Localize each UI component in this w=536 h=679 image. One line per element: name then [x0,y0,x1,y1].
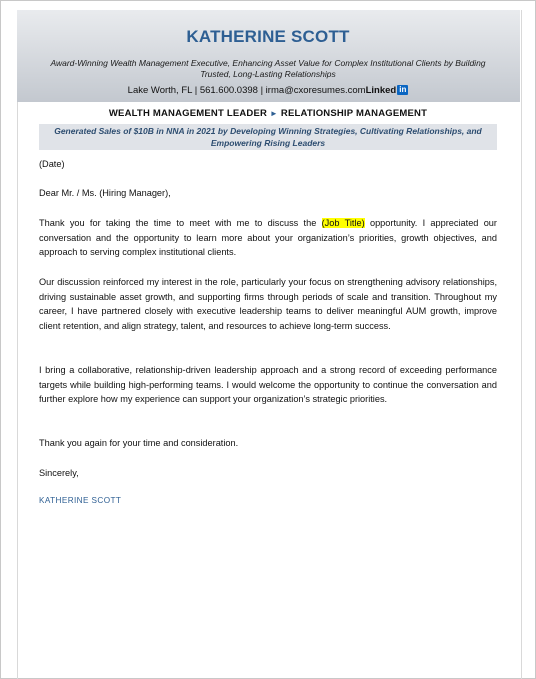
contact-line [0,85,536,96]
linkedin-icon[interactable]: in [399,85,407,94]
paragraph-4: Thank you again for your time and consideration. [39,438,239,448]
headline-left: WEALTH MANAGEMENT LEADER [108,108,268,119]
closing: Sincerely, [39,468,79,478]
candidate-name: KATHERINE SCOTT [186,27,350,46]
paragraph-2: Our discussion reinforced my interest in the role, particularly your focus on strengthening advisory relationships, driving sustainable asset growth, and supporting firms through periods of scale and transition. Throughout my career, I have partnered closely with executive leadership teams to deliver meaningful AUM growth, improve client retention, and align strategy, talent, and resources to achieve long-term success. [39,277,497,331]
contact-info: Lake Worth, FL | 561.600.0398 | irma@cxoresumes.com [127,85,366,96]
achievement-banner: Generated Sales of $10B in NNA in 2021 by Developing Winning Strategies, Cultivating Relationships, and Empowering Rising Leaders [39,124,497,150]
signature: KATHERINE SCOTT [39,496,122,505]
arrow-right-icon: ► [269,109,279,118]
p1-start: Thank you for taking the time to meet with me to discuss the [39,218,322,228]
job-title-highlight: (Job Title) [321,218,365,228]
linkedin-word: Linked [365,85,397,96]
letter-salutation: Dear Mr. / Ms. (Hiring Manager), [39,188,171,198]
paragraph-3: I bring a collaborative, relationship-driven leadership approach and a strong record of exceeding performance targets while building high-performing teams. I would welcome the opportunity to continue the conversation and further explore how my experience can support your organization’s strategic priorities. [39,365,497,405]
tagline: Award-Winning Wealth Management Executive, Enhancing Asset Value for Complex Institutional Clients by Building Trusted, Long-Lasting Relationships [50,58,486,79]
headline [0,108,536,119]
letter-date: (Date) [39,159,65,169]
paragraph-1 [39,216,497,260]
headline-right: RELATIONSHIP MANAGEMENT [280,108,428,119]
p1-end: opportunity. I appreciated our conversation and the opportunity to learn more about your organization’s priorities, growth objectives, and approach to serving complex institutional clients. [39,218,497,258]
